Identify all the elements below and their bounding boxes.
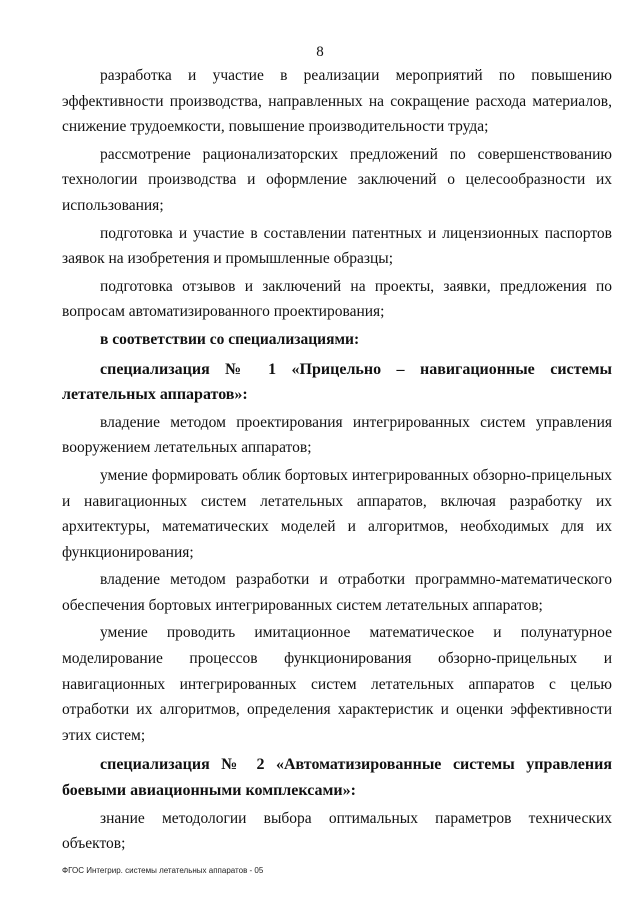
specialization-2-heading: специализация № 2 «Автоматизированные системы управления боевыми авиационными комплексами»:: [62, 756, 612, 800]
paragraph-9: знание методологии выбора оптимальных параметров технических объектов;: [62, 809, 612, 853]
paragraph-3: подготовка и участие в составлении патентных и лицензионных паспортов заявок на изобретения и промышленные образцы;: [62, 224, 612, 268]
paragraph-6: умение формировать облик бортовых интегрированных обзорно-прицельных и навигационных систем летательных аппаратов, включая разработку их архитектуры, математических моделей и алгоритмов, необходимых для их функционирования;: [62, 466, 612, 561]
paragraph-1: разработка и участие в реализации мероприятий по повышению эффективности производства, направленных на сокращение расхода материалов, снижение трудоемкости, повышение производительности труда;: [62, 67, 612, 136]
paragraph-5: владение методом проектирования интегрированных систем управления вооружением летательных аппаратов;: [62, 413, 612, 457]
paragraph-7: владение методом разработки и отработки программно-математического обеспечения бортовых интегрированных систем летательных аппаратов;: [62, 571, 612, 614]
page-number: 8: [316, 44, 324, 60]
document-body: [62, 63, 612, 857]
paragraph-8: умение проводить имитационное математическое и полунатурное моделирование процессов функционирования обзорно-прицельных и навигационных интегрированных систем летательных аппаратов с целью отработки их алгоритмов, определения характеристик и оценки эффективности этих систем;: [62, 624, 612, 744]
footer-note: ФГОС Интегрир. системы летательных аппаратов - 05: [62, 866, 264, 875]
specialization-1-heading: специализация № 1 «Прицельно – навигационные системы летательных аппаратов»:: [62, 360, 612, 404]
section-label: в соответствии со специализациями:: [100, 330, 360, 348]
paragraph-2: рассмотрение рационализаторских предложений по совершенствованию технологии производства и оформление заключений о целесообразности их использования;: [62, 145, 612, 214]
paragraph-4: подготовка отзывов и заключений на проекты, заявки, предложения по вопросам автоматизированного проектирования;: [62, 277, 612, 321]
